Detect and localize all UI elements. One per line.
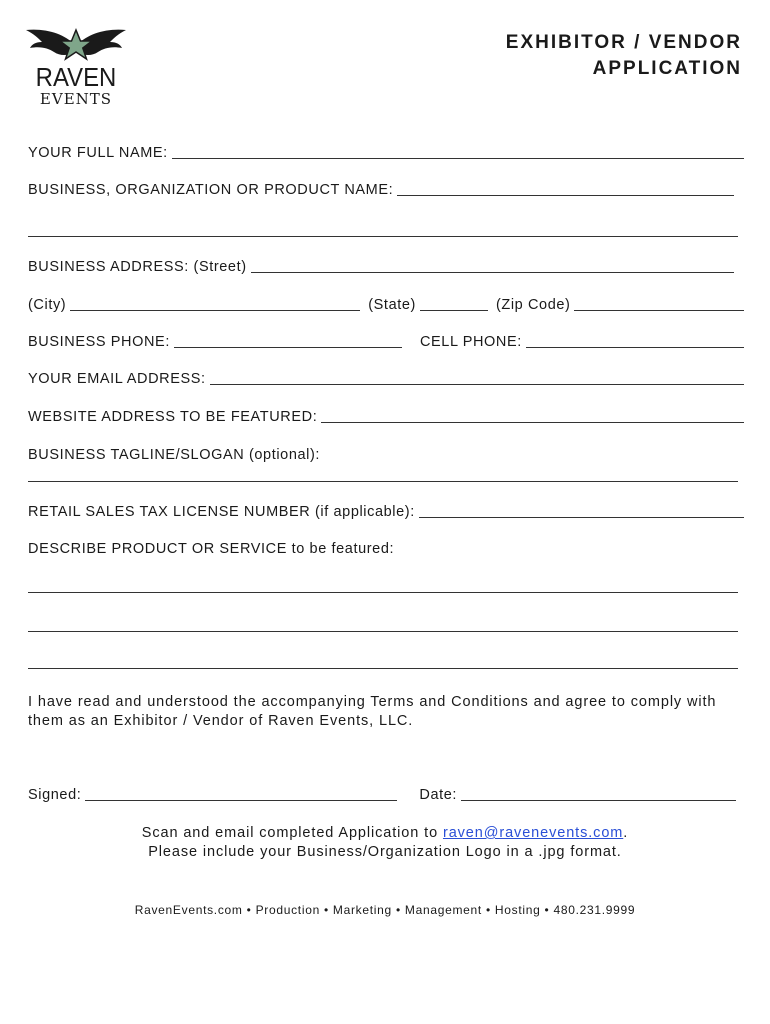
email-link[interactable]: raven@ravenevents.com [442, 825, 624, 841]
logo-name: RAVEN [35, 62, 117, 92]
full-name-field [28, 145, 744, 161]
email-field [28, 371, 744, 387]
cell-phone-line[interactable] [526, 347, 744, 348]
instructions-prefix: Scan and email completed Application to [141, 825, 443, 841]
website-label: WEBSITE ADDRESS TO BE FEATURED: [28, 409, 318, 425]
zip-line[interactable] [574, 310, 744, 311]
business-name-line-2[interactable] [28, 236, 738, 237]
date-label: Date: [419, 787, 458, 803]
state-line[interactable] [420, 310, 488, 311]
describe-field [28, 541, 744, 557]
street-label: BUSINESS ADDRESS: (Street) [28, 259, 247, 275]
signed-line[interactable] [85, 800, 397, 801]
website-field [28, 409, 744, 425]
tagline-field [28, 447, 744, 463]
footer: RavenEvents.com • Production • Marketing • Management • Hosting • 480.231.9999 [134, 903, 636, 917]
title-line-2: APPLICATION [592, 58, 742, 79]
city-label: (City) [28, 297, 67, 313]
tagline-label: BUSINESS TAGLINE/SLOGAN (optional): [28, 447, 321, 463]
date-line[interactable] [461, 800, 736, 801]
describe-line-2[interactable] [28, 631, 738, 632]
instructions-line-1 [0, 825, 770, 841]
tax-license-line[interactable] [419, 517, 744, 518]
email-line[interactable] [210, 384, 744, 385]
agreement-text: I have read and understood the accompanying Terms and Conditions and agree to comply with them as an Exhibitor / Vendor of Raven Events, LLC. [28, 694, 717, 729]
city-state-zip-field [28, 297, 744, 313]
signature-field [28, 787, 744, 803]
logo-sub: EVENTS [39, 90, 113, 108]
title-line-1: EXHIBITOR / VENDOR [505, 32, 742, 53]
describe-line-3[interactable] [28, 668, 738, 669]
full-name-label: YOUR FULL NAME: [28, 145, 168, 161]
city-line[interactable] [70, 310, 360, 311]
page-title [506, 30, 742, 82]
signed-label: Signed: [28, 787, 82, 803]
full-name-line[interactable] [172, 158, 744, 159]
tax-license-field [28, 504, 744, 520]
email-label: YOUR EMAIL ADDRESS: [28, 371, 206, 387]
street-line[interactable] [251, 272, 734, 273]
business-name-field [28, 182, 734, 198]
tagline-line[interactable] [28, 481, 738, 482]
business-address-field [28, 259, 734, 275]
describe-label: DESCRIBE PRODUCT OR SERVICE to be featured: [28, 541, 395, 557]
website-line[interactable] [321, 422, 744, 423]
phone-field [28, 334, 744, 350]
tax-license-label: RETAIL SALES TAX LICENSE NUMBER (if applicable): [28, 504, 415, 520]
raven-events-logo [24, 26, 128, 110]
raven-star-icon [24, 26, 128, 66]
cell-phone-label: CELL PHONE: [419, 334, 522, 350]
business-phone-line[interactable] [174, 347, 402, 348]
describe-line-1[interactable] [28, 592, 738, 593]
instructions-line-2: Please include your Business/Organization Logo in a .jpg format. [148, 844, 622, 860]
business-name-line[interactable] [397, 195, 734, 196]
zip-label: (Zip Code) [495, 297, 571, 313]
state-label: (State) [368, 297, 416, 313]
business-name-label: BUSINESS, ORGANIZATION OR PRODUCT NAME: [28, 182, 394, 198]
business-phone-label: BUSINESS PHONE: [28, 334, 170, 350]
instructions-suffix: . [623, 825, 629, 841]
